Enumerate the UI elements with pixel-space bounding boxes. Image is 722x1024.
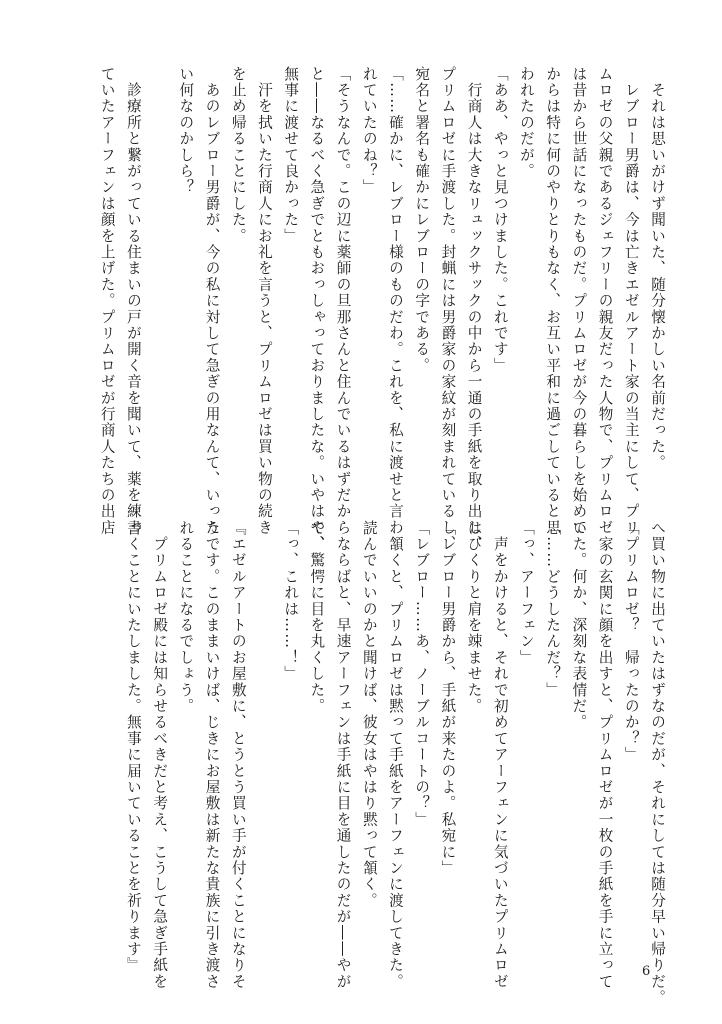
- text-line: からは特に何のやりとりもなく、お互い平和に過ごしていると思: [544, 66, 562, 536]
- text-line: 書くことにいたしました。無事に届いていることを祈ります』: [124, 520, 142, 974]
- text-line: それは思いがけず聞いた、随分懐かしい名前だった。: [649, 66, 666, 471]
- text-line: 「レブロー男爵から、手紙が来たのよ。私宛に」: [439, 520, 457, 877]
- text-line: 「プリムロゼ？ 帰ったのか？」: [622, 520, 640, 763]
- text-line: 家の玄関に顔を出すと、プリムロゼが一枚の手紙を手に立って: [596, 520, 614, 990]
- text-line: [146, 66, 172, 508]
- text-line: プリムロゼに手渡した。封蝋には男爵家の家紋が刻まれているし、: [439, 66, 457, 552]
- text-line: 「っ、アーフェン」: [517, 520, 535, 666]
- text-line: われたのだが。: [517, 66, 535, 180]
- text-line: い何なのかしら？: [177, 66, 195, 196]
- text-line: 宛名と署名も確かにレブローの字である。: [413, 66, 431, 374]
- text-line: 声をかけると、それで初めてアーフェンに気づいたプリムロゼ: [491, 520, 509, 990]
- text-line: 「……確かに、レブロー様のものだわ。これを、私に渡せと言わ: [386, 66, 404, 536]
- text-line: ならばと、早速アーフェンは手紙に目を通したのだが――やが: [334, 520, 352, 990]
- text-line: へ買い物に出ていたはずなのだが、それにしては随分早い帰りだ。: [649, 520, 666, 1006]
- text-block-lower: [120, 520, 670, 1006]
- text-line: 「……どうしたんだ？」: [544, 520, 562, 699]
- text-line: 行商人は大きなリュックサックの中から一通の手紙を取り出し、: [465, 66, 483, 552]
- text-line: レブロー男爵は、今は亡きエゼルアート家の当主にして、プリ: [622, 66, 640, 536]
- text-line: は昔から世話になったものだ。プリムロゼが今の暮らしを始めて: [570, 66, 588, 536]
- text-line: 読んでいいのかと聞けば、彼女はやはり黙って頷く。: [360, 520, 378, 909]
- text-line: 「レブロー……あ、ノーブルコートの？」: [413, 520, 431, 828]
- text-line: 診療所と繋がっている住まいの戸が開く音を聞いて、薬を練っ: [124, 66, 142, 536]
- text-line: 「ああ、やっと見つけました。これです」: [491, 66, 509, 374]
- text-line: て、驚愕に目を丸くした。: [308, 520, 326, 715]
- text-line: れていたのね？」: [360, 66, 378, 196]
- text-line: プリムロゼ殿には知らせるべきだと考え、こうして急ぎ手紙を: [151, 520, 169, 990]
- text-line: と――なるべく急ぎでともおっしゃっておりましたな。いやはや、: [308, 66, 326, 552]
- text-line: いた。何か、深刻な表情だ。: [570, 520, 588, 731]
- text-line: 『エゼルアートのお屋敷に、とうとう買い手が付くことになりそ: [229, 520, 247, 990]
- text-line: 無事に渡せて良かった」: [282, 66, 300, 245]
- text-line: ていたアーフェンは顔を上げた。プリムロゼが行商人たちの出店: [98, 66, 116, 536]
- text-line: ムロゼの父親であるジェフリーの親友だった人物で、プリムロゼ: [596, 66, 614, 536]
- text-line: 頷くと、プリムロゼは黙って手紙をアーフェンに渡してきた。: [386, 520, 404, 990]
- text-line: 「そうなんで。この辺に薬師の旦那さんと住んでいるはずだから: [334, 66, 352, 536]
- text-line: を止め帰ることにした。: [229, 66, 247, 245]
- text-line: れることになるでしょう。: [177, 520, 195, 715]
- text-line: はびくりと肩を竦ませた。: [465, 520, 483, 715]
- text-line: うです。このままいけば、じきにお屋敷は新たな貴族に引き渡さ: [203, 520, 221, 990]
- text-line: [251, 520, 277, 962]
- page-number: 6: [642, 964, 651, 979]
- text-line: 汗を拭いた行商人にお礼を言うと、プリムロゼは買い物の続き: [255, 66, 273, 536]
- text-line: あのレブロー男爵が、今の私に対して急ぎの用なんて、いった: [203, 66, 221, 536]
- text-line: 「っ、これは……！」: [282, 520, 300, 682]
- text-block-upper: [94, 66, 670, 552]
